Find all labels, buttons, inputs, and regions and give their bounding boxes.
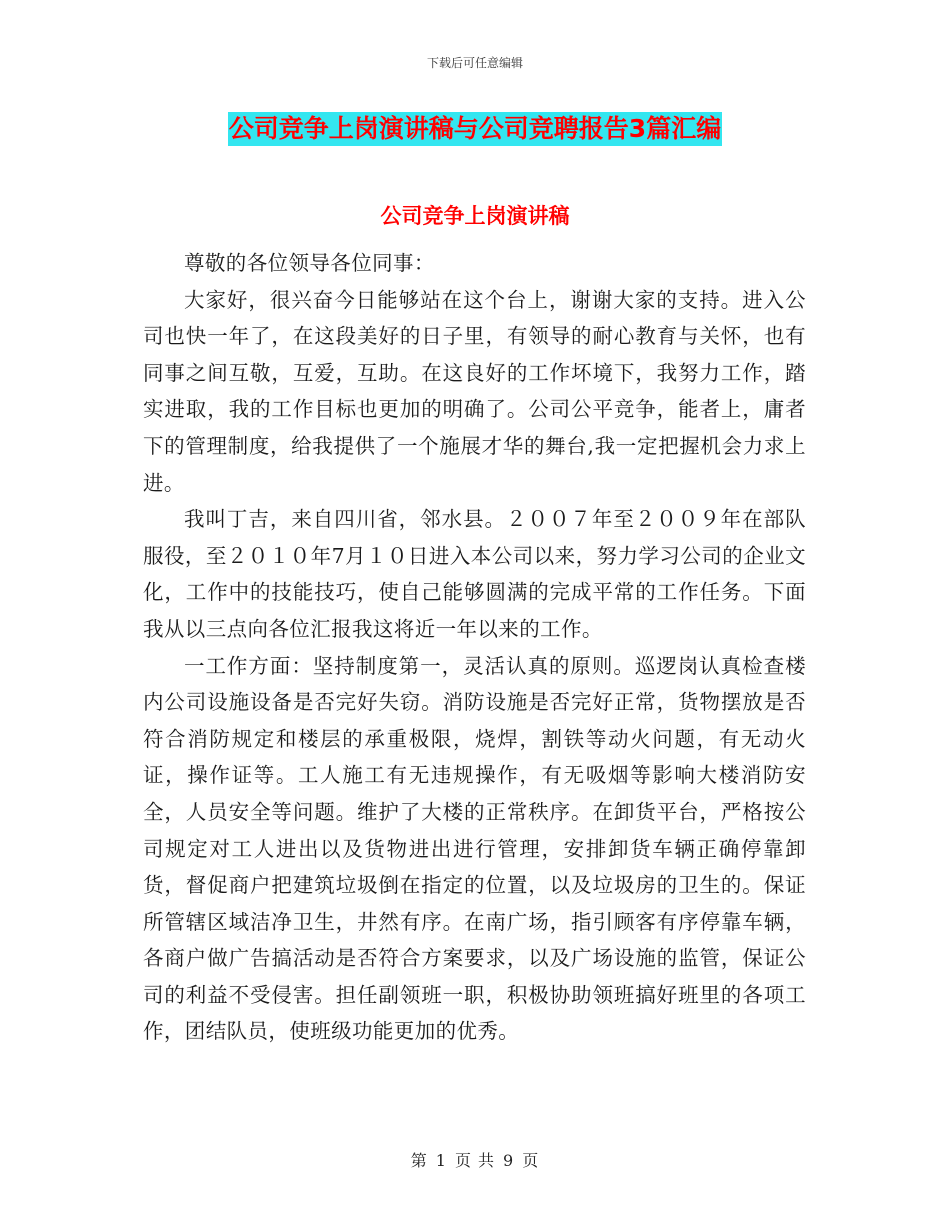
page-footer	[0, 1148, 950, 1171]
body-paragraph: 我叫丁吉，来自四川省，邻水县。２００７年至２００９年在部队服役，至２０１０年7月１０日进入本公司以来，努力学习公司的企业文化，工作中的技能技巧，使自己能够圆满的完成平常的工作任务。下面我从以三点向各位汇报我这将近一年以来的工作。	[143, 507, 806, 641]
footer-mid: 页 共	[454, 1151, 496, 1170]
main-title-text: 公司竞争上岗演讲稿与公司竞聘报告3篇汇编	[228, 112, 722, 146]
footer-suffix: 页	[522, 1151, 540, 1170]
body-paragraph: 一工作方面：坚持制度第一，灵活认真的原则。巡逻岗认真检查楼内公司设施设备是否完好失窃。消防设施是否完好正常，货物摆放是否符合消防规定和楼层的承重极限，烧焊，割铁等动火问题，有无动火证，操作证等。工人施工有无违规操作，有无吸烟等影响大楼消防安全，人员安全等问题。维护了大楼的正常秩序。在卸货平台，严格按公司规定对工人进出以及货物进出进行管理，安排卸货车辆正确停靠卸货，督促商户把建筑垃圾倒在指定的位置，以及垃圾房的卫生的。保证所管辖区域洁净卫生，井然有序。在南广场，指引顾客有序停靠车辆，各商户做广告搞活动是否符合方案要求，以及广场设施的监管，保证公司的利益不受侵害。担任副领班一职，积极协助领班搞好班里的各项工作，团结队员，使班级功能更加的优秀。	[143, 653, 806, 1044]
header-note: 下载后可任意编辑	[426, 56, 523, 70]
current-page-number: 1	[435, 1151, 447, 1170]
body-paragraph: 大家好，很兴奋今日能够站在这个台上，谢谢大家的支持。进入公司也快一年了，在这段美好的日子里，有领导的耐心教育与关怀，也有同事之间互敬，互爱，互助。在这良好的工作坏境下，我努力工作，踏实进取，我的工作目标也更加的明确了。公司公平竞争，能者上，庸者下的管理制度，给我提供了一个施展才华的舞台,我一定把握机会力求上进。	[143, 287, 806, 495]
footer-prefix: 第	[410, 1151, 428, 1170]
greeting-paragraph: 尊敬的各位领导各位同事：	[184, 251, 435, 275]
total-pages-number: 9	[503, 1151, 515, 1170]
section-title: 公司竞争上岗演讲稿	[380, 204, 570, 228]
main-title	[0, 112, 950, 146]
body-text	[143, 245, 806, 1050]
